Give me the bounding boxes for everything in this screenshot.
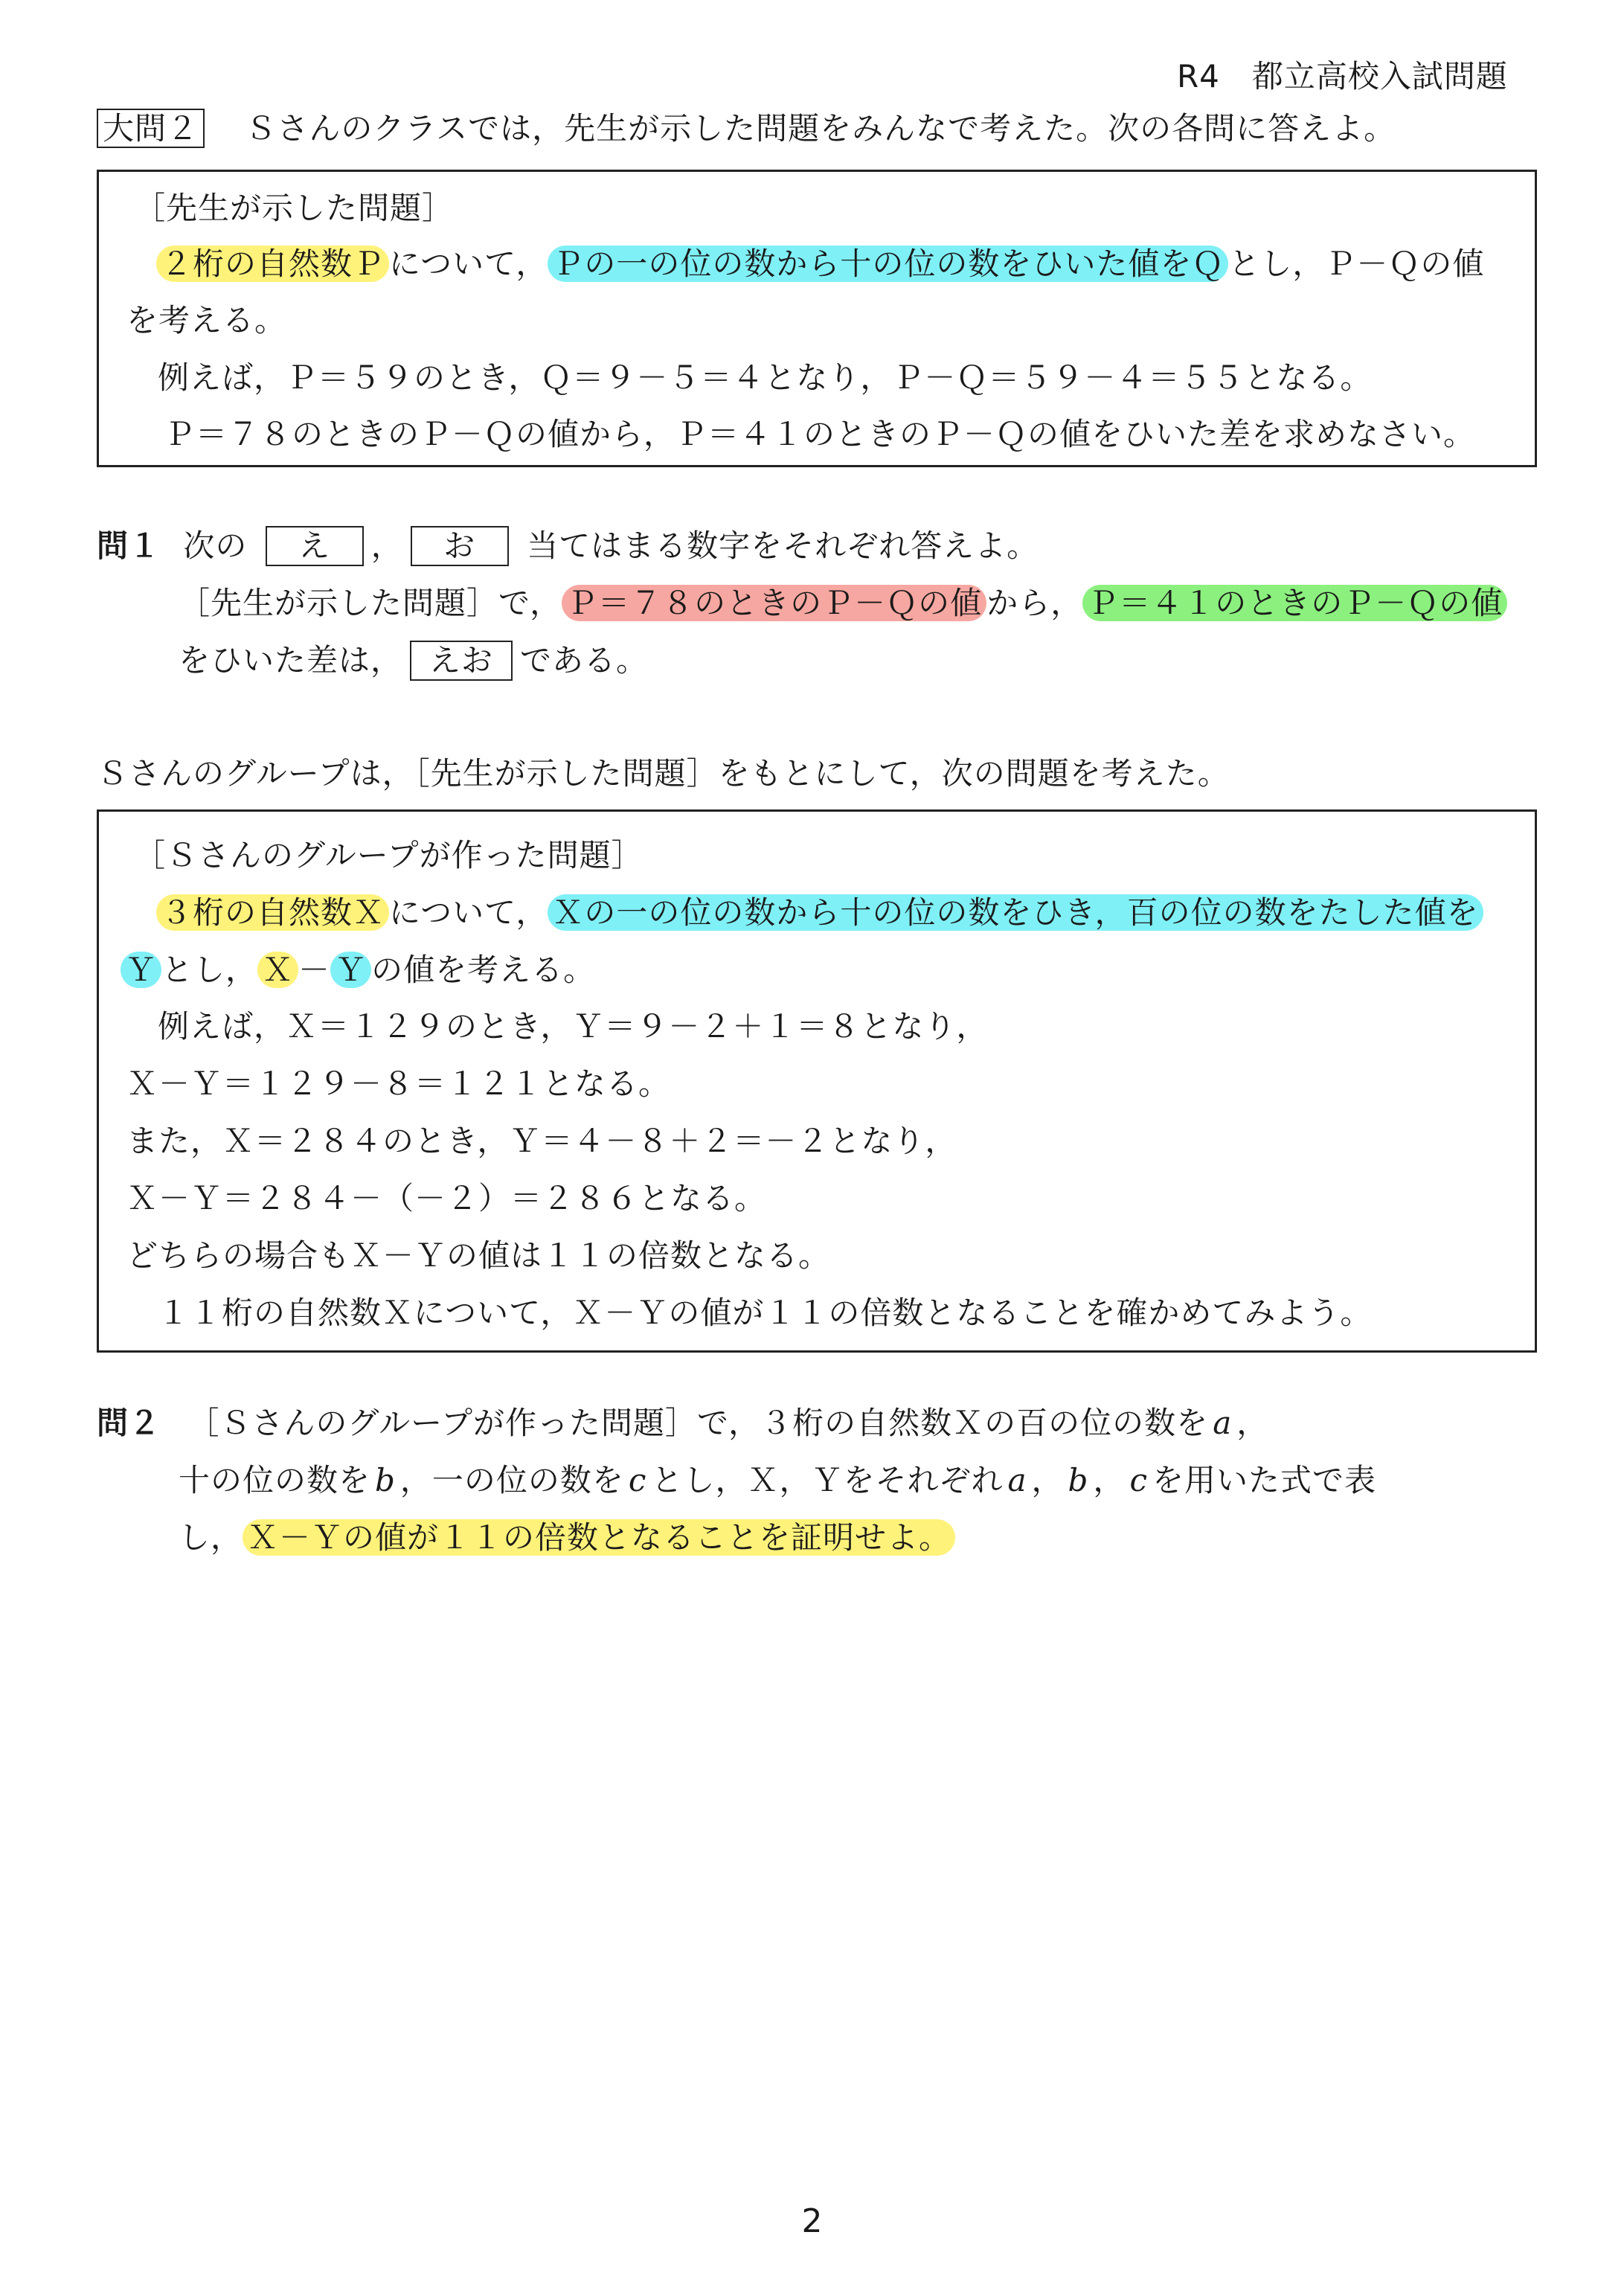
- q2-line3: [179, 1517, 955, 1559]
- highlight-y2: Ｙ: [330, 952, 371, 988]
- teacher-box-title: ［先生が示した問題］: [134, 190, 455, 226]
- var-c: c: [628, 1462, 647, 1498]
- q1-line2-mid: から，: [986, 585, 1083, 621]
- group-intro: Ｓさんのグループは，［先生が示した問題］をもとにして，次の問題を考えた。: [97, 755, 1230, 792]
- q1-line2-pre: ［先生が示した問題］で，: [179, 585, 562, 621]
- teacher-line1-mid: について，: [389, 246, 548, 282]
- q2-sep-2: ，: [1093, 1462, 1126, 1498]
- q2-line3-pre: し，: [179, 1519, 243, 1556]
- teacher-line1-end: とし，Ｐ－Ｑの値: [1228, 246, 1485, 282]
- q2-line2: [179, 1460, 1376, 1501]
- group-box-line3: 例えば，Ｘ＝１２９のとき，Ｙ＝９－２＋１＝８となり，: [158, 1008, 989, 1045]
- answer-box-e[interactable]: え: [266, 526, 364, 566]
- highlight-x: Ｘ: [257, 952, 298, 988]
- q2-line1: [97, 1402, 1268, 1444]
- teacher-box-line4: Ｐ＝７８のときのＰ－Ｑの値から，Ｐ＝４１のときのＰ－Ｑの値をひいた差を求めなさい。: [164, 416, 1476, 452]
- highlight-p41: Ｐ＝４１のときのＰ－Ｑの値: [1082, 585, 1507, 621]
- highlight-q-definition: Ｐの一の位の数から十の位の数をひいた値をＱ: [548, 246, 1228, 282]
- var-b-2: b: [1068, 1462, 1089, 1498]
- group-line2-dash: －: [298, 952, 331, 988]
- group-box-line7: どちらの場合もＸ－Ｙの値は１１の倍数となる。: [126, 1237, 831, 1274]
- q1-line2: [179, 583, 1507, 624]
- teacher-box-line3: 例えば，Ｐ＝５９のとき，Ｑ＝９－５＝４となり，Ｐ－Ｑ＝５９－４＝５５となる。: [158, 359, 1373, 396]
- var-c-2: c: [1129, 1462, 1148, 1498]
- answer-box-o[interactable]: お: [411, 526, 509, 566]
- q1-line1: [97, 525, 1039, 567]
- var-a: a: [1213, 1405, 1233, 1441]
- q1-line3-post: である。: [520, 642, 649, 679]
- teacher-box-line1: [156, 243, 1484, 285]
- intro-text: Ｓさんのクラスでは，先生が示した問題をみんなで考えた。次の各問に答えよ。: [245, 110, 1396, 147]
- highlight-y: Ｙ: [121, 952, 161, 988]
- page-number: 2: [801, 2202, 823, 2240]
- answer-box-eo[interactable]: えお: [410, 641, 513, 681]
- q1-label: 問１: [97, 527, 161, 564]
- section-mark: 大問２: [97, 109, 205, 148]
- q2-sep-1: ，: [1031, 1462, 1064, 1498]
- group-box-line4: Ｘ－Ｙ＝１２９－８＝１２１となる。: [126, 1065, 671, 1102]
- header-source: R4 都立高校入試問題: [1177, 58, 1508, 94]
- q1-line3: [179, 640, 648, 682]
- group-line2-mid: とし，: [161, 952, 258, 988]
- teacher-box-line2: を考える。: [126, 302, 287, 339]
- q2-line2-pre: 十の位の数を: [179, 1462, 371, 1498]
- group-box-line1: [156, 892, 1483, 934]
- group-box-line8: １１桁の自然数Ｘについて，Ｘ－Ｙの値が１１の倍数となることを確かめてみよう。: [158, 1295, 1373, 1331]
- group-box-title: ［Ｓさんのグループが作った問題］: [134, 837, 643, 873]
- var-b: b: [375, 1462, 396, 1498]
- highlight-p78: Ｐ＝７８のときのＰ－Ｑの値: [562, 585, 986, 621]
- highlight-y-definition: Ｘの一の位の数から十の位の数をひき，百の位の数をたした値を: [548, 894, 1483, 931]
- q1-line3-pre: をひいた差は，: [179, 642, 403, 679]
- q1-post: 当てはまる数字をそれぞれ答えよ。: [527, 527, 1039, 564]
- q2-label: 問２: [97, 1405, 161, 1441]
- highlight-proof-task: Ｘ－Ｙの値が１１の倍数となることを証明せよ。: [243, 1519, 955, 1556]
- q2-line1-end: ，: [1236, 1405, 1269, 1441]
- q1-pre: 次の: [183, 527, 248, 564]
- q2-line1-pre: ［Ｓさんのグループが作った問題］で，３桁の自然数Ｘの百の位の数を: [187, 1405, 1209, 1441]
- q1-comma: ，: [370, 527, 403, 564]
- highlight-three-digit-x: ３桁の自然数Ｘ: [156, 894, 389, 931]
- group-line1-mid: について，: [389, 894, 548, 931]
- q2-line2-mid2: とし，Ｘ，Ｙをそれぞれ: [651, 1462, 1004, 1498]
- group-box-line6: Ｘ－Ｙ＝２８４－（－２）＝２８６となる。: [126, 1180, 767, 1216]
- group-box-line2: [121, 949, 595, 991]
- intro-line: [97, 108, 1396, 150]
- var-a-2: a: [1007, 1462, 1027, 1498]
- group-box-line5: また，Ｘ＝２８４のとき，Ｙ＝４－８＋２＝－２となり，: [126, 1123, 957, 1159]
- highlight-two-digit-p: ２桁の自然数Ｐ: [156, 246, 389, 282]
- q2-line2-mid1: ，一の位の数を: [399, 1462, 624, 1498]
- q2-line2-end: を用いた式で表: [1152, 1462, 1376, 1498]
- group-line2-end: の値を考える。: [371, 952, 596, 988]
